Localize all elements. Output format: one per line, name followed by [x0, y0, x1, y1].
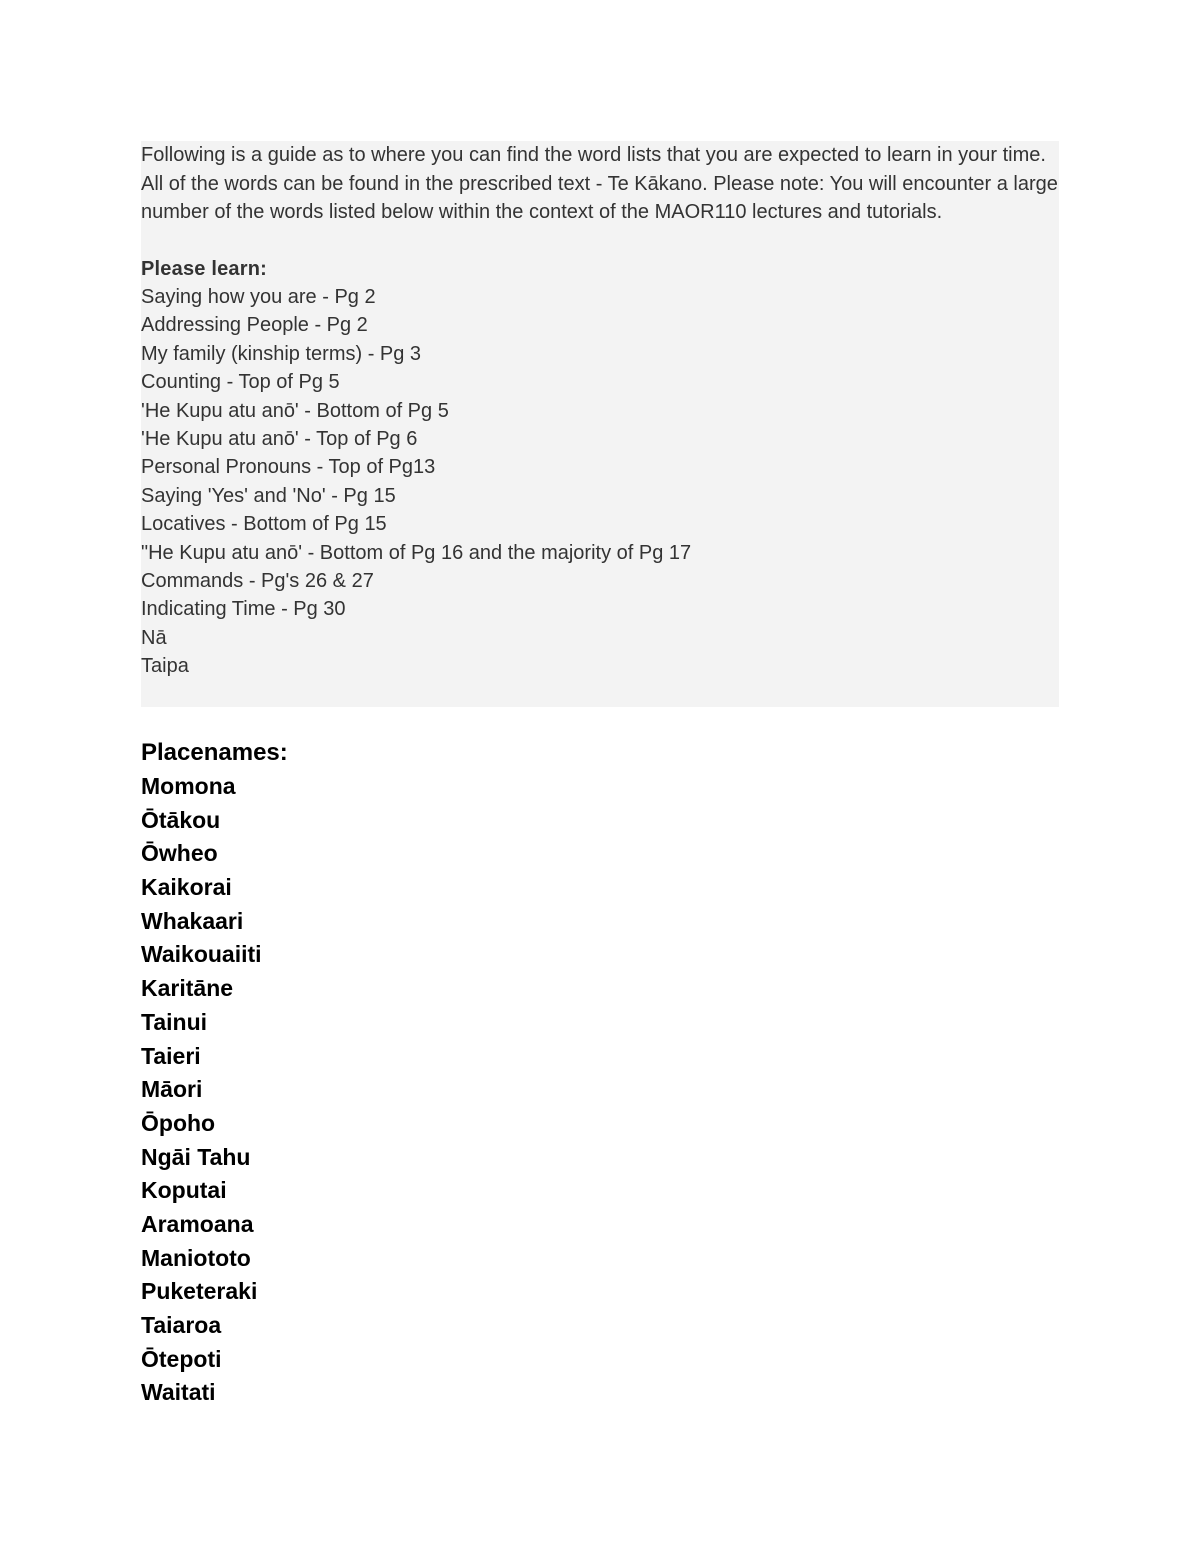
- learn-list-item: My family (kinship terms) - Pg 3: [141, 342, 422, 365]
- placename-item: Ōwheo: [141, 840, 218, 867]
- paragraph-spacer: [141, 227, 1059, 255]
- placename-item: Waitati: [141, 1379, 216, 1406]
- placename-item: Kaikorai: [141, 874, 232, 901]
- learn-list-item: "He Kupu atu anō' - Bottom of Pg 16 and the majority of Pg 17: [141, 541, 692, 564]
- placename-item: Ōtepoti: [141, 1345, 222, 1372]
- learn-list-item: Personal Pronouns - Top of Pg13: [141, 456, 436, 479]
- learn-list-item: 'He Kupu atu anō' - Top of Pg 6: [141, 427, 418, 450]
- learn-list-item: Counting - Top of Pg 5: [141, 371, 340, 394]
- learn-list-item: Saying 'Yes' and 'No' - Pg 15: [141, 484, 396, 507]
- placename-item: Maniototo: [141, 1244, 251, 1271]
- placename-item: Koputai: [141, 1177, 227, 1204]
- learn-list-item: Nā: [141, 626, 167, 649]
- learn-list-item: Addressing People - Pg 2: [141, 314, 368, 337]
- learn-list-item: 'He Kupu atu anō' - Bottom of Pg 5: [141, 399, 449, 422]
- placename-item: Ōtākou: [141, 806, 221, 833]
- please-learn-heading: Please learn:: [141, 257, 268, 280]
- placename-item: Aramoana: [141, 1210, 254, 1237]
- learn-list: [141, 283, 1059, 680]
- placename-item: Taiaroa: [141, 1312, 222, 1338]
- learn-list-item: Indicating Time - Pg 30: [141, 598, 346, 621]
- placenames-heading: Placenames:: [141, 739, 288, 766]
- learn-list-item: Saying how you are - Pg 2: [141, 286, 376, 308]
- placename-item: Tainui: [141, 1008, 208, 1035]
- learn-list-item: Commands - Pg's 26 & 27: [141, 569, 374, 592]
- guide-intro-text: Following is a guide as to where you can find the word lists that you are expected to learn in your time. All of the words can be found in the prescribed text - Te Kākano. Please note: You will encounter a large number of the words listed below within the context of the MAOR110 lectures and tutorials.: [141, 144, 1058, 223]
- learn-list-item: Locatives - Bottom of Pg 15: [141, 513, 387, 536]
- placename-item: Momona: [141, 773, 236, 799]
- word-list-guide-box: [141, 141, 1059, 707]
- placename-item: Māori: [141, 1076, 203, 1103]
- learn-list-item: Taipa: [141, 655, 189, 678]
- placename-item: Ōpoho: [141, 1109, 216, 1136]
- placename-item: Whakaari: [141, 907, 244, 934]
- placename-item: Ngāi Tahu: [141, 1143, 251, 1170]
- placenames-list: [141, 770, 288, 1410]
- placename-item: Karitāne: [141, 975, 234, 1002]
- placename-item: Taieri: [141, 1042, 201, 1069]
- placename-item: Puketeraki: [141, 1278, 258, 1305]
- placenames-section: [141, 736, 288, 1410]
- placename-item: Waikouaiiti: [141, 941, 262, 968]
